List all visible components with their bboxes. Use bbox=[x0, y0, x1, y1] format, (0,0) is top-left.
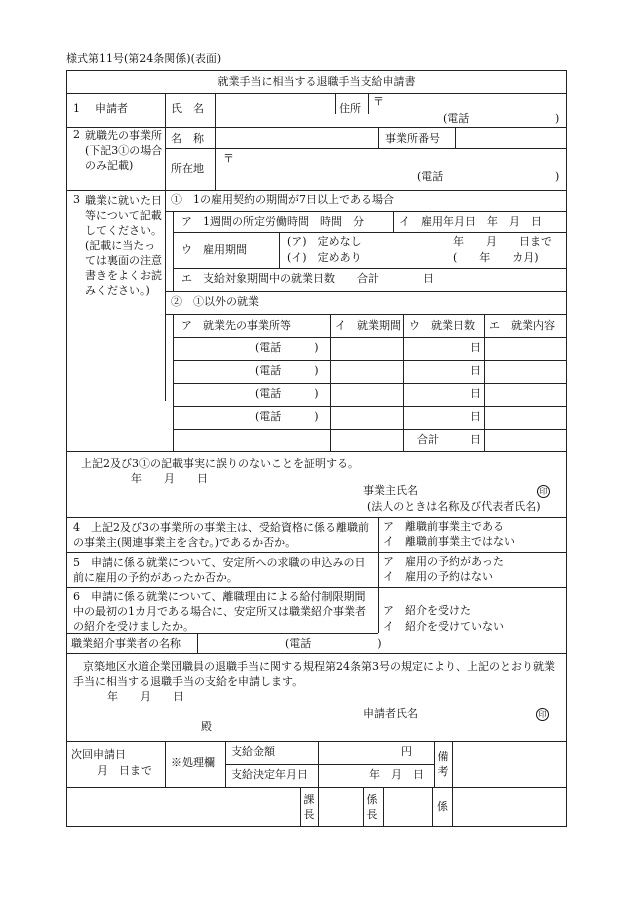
application-form bbox=[66, 70, 567, 827]
s3-period-option-fixed-text: (イ) 定めあり bbox=[287, 251, 362, 264]
s3-period-end-date: 年 月 日まで bbox=[453, 235, 552, 248]
chief-stamp-field[interactable] bbox=[320, 789, 360, 824]
q6-agency-label: 職業紹介事業者の名称 bbox=[71, 637, 181, 650]
s1-postal-mark: 〒 bbox=[373, 95, 384, 108]
s3-period-months: ( 年 カ月) bbox=[453, 251, 539, 264]
agency-name-field[interactable] bbox=[199, 635, 279, 651]
decision-date-value: 年 月 日 bbox=[369, 768, 424, 781]
next-date-value: 月 日まで bbox=[97, 764, 152, 777]
q6-option-yes-text: ア 紹介を受けた bbox=[383, 604, 471, 617]
s3-number: 3 bbox=[73, 193, 80, 206]
staff-stamp-field[interactable] bbox=[454, 789, 562, 824]
remarks-field[interactable] bbox=[454, 743, 562, 785]
q4-option-yes-text: ア 離職前事業主である bbox=[383, 520, 504, 533]
s3-p2-row-days: 日 bbox=[470, 364, 481, 377]
q6-agency-phone: (電話 ) bbox=[285, 637, 382, 650]
s2-phone-close: ) bbox=[555, 170, 560, 183]
apply-seal bbox=[536, 707, 549, 721]
cert-employer-label: 事業主氏名 bbox=[363, 484, 418, 497]
s1-address-label: 住所 bbox=[339, 102, 361, 115]
form-number: 様式第11号(第24条関係)(表面) bbox=[66, 52, 222, 65]
s3-p2-col-days: ウ 就業日数 bbox=[409, 319, 475, 332]
s3-p2-row-days: 日 bbox=[470, 341, 481, 354]
s2-name-label: 名 称 bbox=[171, 132, 204, 145]
s3-employment-period: ウ 雇用期間 bbox=[181, 243, 247, 256]
s3-period-option-none-text: (ア) 定めなし bbox=[287, 235, 362, 248]
decision-date-label: 支給決定年月日 bbox=[231, 768, 308, 781]
amount-unit: 円 bbox=[401, 745, 412, 758]
q6-option-no-text: イ 紹介を受けていない bbox=[383, 620, 504, 633]
s3-period-option-fixed[interactable] bbox=[287, 251, 362, 265]
s1-phone-label: (電話 bbox=[443, 112, 470, 125]
s2-location-label: 所在地 bbox=[171, 162, 204, 175]
remarks-label: 備考 bbox=[437, 750, 449, 778]
sub-chief-stamp-field[interactable] bbox=[385, 789, 425, 824]
q4-option-no[interactable] bbox=[383, 535, 515, 549]
seal-icon: 印 bbox=[536, 708, 549, 721]
q6-option-no[interactable] bbox=[383, 620, 504, 634]
s3-p2-row-phone: (電話 ) bbox=[255, 387, 319, 400]
s3-p2-heading: ② ①以外の就業 bbox=[171, 295, 259, 308]
amount-label: 支給金額 bbox=[231, 745, 275, 758]
s3-p2-col-workplace: ア 就業先の事業所等 bbox=[181, 319, 291, 332]
s1-label: 申請者 bbox=[95, 102, 128, 115]
s3-p2-row-days: 日 bbox=[470, 410, 481, 423]
cert-seal bbox=[537, 484, 550, 498]
s3-p2-row-phone: (電話 ) bbox=[255, 364, 319, 377]
s3-work-days: エ 支給対象期間中の就業日数 合計 日 bbox=[181, 272, 434, 285]
s3-p2-row-phone: (電話 ) bbox=[255, 341, 319, 354]
next-date-label: 次回申請日 bbox=[71, 748, 126, 761]
s1-number: 1 bbox=[73, 102, 80, 115]
s3-p2-col-content: エ 就業内容 bbox=[489, 319, 555, 332]
q4-text: 4 上記2及び3の事業所の事業主は、受給資格に係る離職前の事業主(関連事業主を含む。)であるか否か。 bbox=[73, 521, 369, 549]
form-title: 就業手当に相当する退職手当支給申請書 bbox=[217, 75, 416, 88]
s2-label: 就職先の事業所(下記3①の場合のみ記載) bbox=[85, 129, 163, 172]
apply-addressee: 殿 bbox=[201, 720, 212, 733]
apply-text: 京築地区水道企業団職員の退職手当に関する規程第24条第3号の規定により、上記のとおり就業手当に相当する退職手当の支給を申請します。 bbox=[73, 660, 555, 688]
chief-label: 課長 bbox=[303, 793, 315, 821]
s2-office-no-label: 事業所番号 bbox=[385, 132, 440, 145]
cert-text: 上記2及び3①の記載事実に誤りのないことを証明する。 bbox=[81, 457, 359, 470]
q6-text: 6 申請に係る就業について、離職理由による給付制限期間中の最初の1カ月である場合に、安定所又は職業紹介事業者の紹介を受けましたか。 bbox=[73, 590, 366, 633]
employer-location-field[interactable] bbox=[237, 151, 557, 169]
q5-option-no[interactable] bbox=[383, 570, 493, 584]
s2-number: 2 bbox=[73, 128, 80, 141]
apply-date: 年 月 日 bbox=[107, 690, 184, 703]
s3-p2-total-unit: 日 bbox=[470, 433, 481, 446]
s3-label: 職業に就いた日等について記載してください。(記載に当たっては裏面の注意書きをよくお読みください。) bbox=[85, 194, 162, 297]
s3-p2-col-period: イ 就業期間 bbox=[335, 319, 401, 332]
q4-option-yes[interactable] bbox=[383, 520, 504, 534]
processing-label: ※処理欄 bbox=[171, 756, 215, 769]
s3-p2-total-label: 合計 bbox=[417, 433, 439, 446]
s3-employment-date: イ 雇用年月日 年 月 日 bbox=[399, 215, 542, 228]
applicant-address-field[interactable] bbox=[387, 95, 557, 113]
s3-working-hours: ア 1週間の所定労働時間 時間 分 bbox=[181, 215, 364, 228]
s1-name-label: 氏 名 bbox=[171, 102, 204, 115]
s2-phone-label: (電話 bbox=[417, 170, 444, 183]
s3-period-option-none[interactable] bbox=[287, 235, 362, 249]
s3-p2-row-phone: (電話 ) bbox=[255, 410, 319, 423]
apply-applicant-label: 申請者氏名 bbox=[363, 707, 418, 720]
seal-icon: 印 bbox=[537, 485, 550, 498]
cert-date: 年 月 日 bbox=[131, 472, 208, 485]
staff-label: 係 bbox=[437, 800, 448, 813]
employer-name-field[interactable] bbox=[217, 129, 377, 147]
q5-option-yes-text: ア 雇用の予約があった bbox=[383, 555, 504, 568]
q5-option-yes[interactable] bbox=[383, 555, 504, 569]
s1-phone-close: ) bbox=[555, 112, 560, 125]
office-number-field[interactable] bbox=[457, 129, 562, 147]
s3-p1-heading: ① 1の雇用契約の期間が7日以上である場合 bbox=[171, 193, 394, 206]
q6-option-yes[interactable] bbox=[383, 604, 471, 618]
s2-postal-mark: 〒 bbox=[223, 152, 234, 165]
s3-p2-row-days: 日 bbox=[470, 387, 481, 400]
sub-chief-label: 係長 bbox=[366, 793, 378, 821]
q4-option-no-text: イ 離職前事業主ではない bbox=[383, 535, 515, 548]
cert-note: (法人のときは名称及び代表者氏名) bbox=[367, 500, 541, 513]
q5-text: 5 申請に係る就業について、安定所への求職の申込みの日前に雇用の予約があったか否か。 bbox=[73, 556, 366, 584]
applicant-signature-field[interactable] bbox=[429, 705, 529, 721]
employer-signature-field[interactable] bbox=[433, 483, 533, 498]
q5-option-no-text: イ 雇用の予約はない bbox=[383, 570, 493, 583]
